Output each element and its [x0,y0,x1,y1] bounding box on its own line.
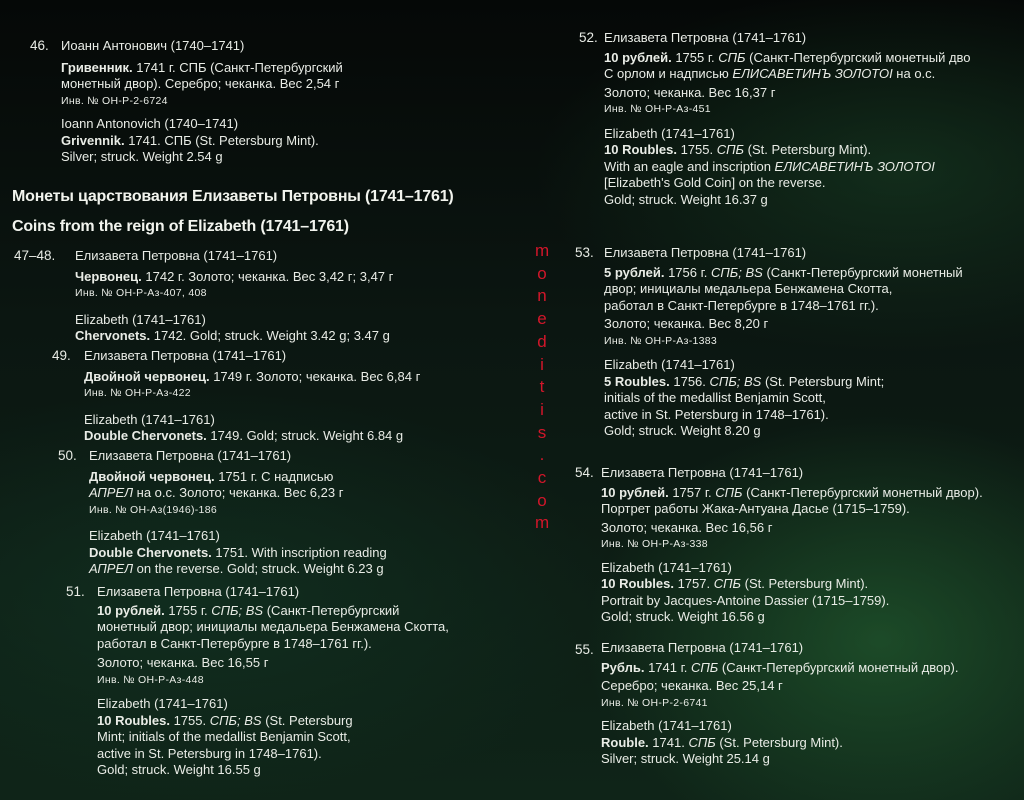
inventory-number: Инв. № ОН-Р-Аз-407, 408 [75,287,207,299]
coin-name-en: 10 Roubles. [97,712,170,728]
coin-desc-ru: двор; инициалы медальера Бенжамена Скотта, [604,281,893,296]
coin-desc-en: Gold; struck. Weight 16.37 g [604,191,768,207]
entry-number: 52. [579,30,598,45]
watermark-letter: s [537,422,547,442]
coin-desc-ru: Золото; чеканка. Вес 16,56 г [601,519,773,535]
coin-desc-en: Mint; initials of the medallist Benjamin Scott, [97,729,351,744]
catalog-entry-52 [604,30,971,208]
entry-number: 55. [575,642,594,657]
coin-desc-ru: монетный двор). Серебро; чеканка. Вес 2,54 г [61,76,340,91]
coin-name-en: 5 Roubles. [604,373,670,389]
coin-inscription-ru: АПРЕЛ [89,485,134,500]
ruler-en: Elizabeth (1741–1761) [89,528,220,543]
coin-inscription-ru: ЕЛИСАВЕТИНЪ ЗОЛОТОІ [732,66,893,81]
coin-desc-en: active in St. Petersburg in 1748–1761). [604,406,829,422]
inventory-number: Инв. № ОН-Р-2-6724 [61,94,168,107]
coin-inscription-en: АПРЕЛ [89,561,134,576]
coin-desc-ru: С орлом и надписью [604,66,733,81]
ruler-ru: Елизавета Петровна (1741–1761) [604,30,807,45]
watermark-letter: o [537,263,547,283]
ruler-ru: Елизавета Петровна (1741–1761) [601,640,804,655]
ruler-ru: Иоанн Антонович (1740–1741) [61,38,245,53]
coin-mark-en: СПБ [713,576,742,591]
ruler-en: Elizabeth (1741–1761) [604,125,735,141]
coin-desc-en: 1749. Gold; struck. Weight 6.84 g [210,428,404,443]
coin-mark-en: СПБ [716,142,745,157]
coin-name-en: 10 Roubles. [601,576,674,591]
entry-number: 51. [66,584,85,599]
watermark-letter: e [537,309,547,329]
ruler-en: Elizabeth (1741–1761) [604,357,735,372]
coin-desc-en: Silver; struck. Weight 2.54 g [61,149,223,164]
coin-desc-ru: Золото; чеканка. Вес 8,20 г [604,316,769,331]
coin-desc-en: With an eagle and inscription [604,158,775,174]
coin-name-en: 10 Roubles. [604,142,677,157]
catalog-entry-47-48 [75,248,393,345]
catalog-entry-51 [97,584,449,779]
coin-desc-ru: на о.с. Золото; чеканка. Вес 6,23 г [133,485,344,500]
coin-desc-en: [Elizabeth's Gold Coin] on the reverse. [604,175,826,190]
entry-number: 49. [52,348,71,363]
coin-desc-en: 1742. Gold; struck. Weight 3.42 g; 3.47 g [153,328,390,343]
watermark-letter: i [540,354,544,374]
inventory-number: Инв. № ОН-Р-Аз-422 [84,387,191,399]
section-title-ru: Монеты царствования Елизаветы Петровны (1741–1761) [12,188,454,205]
coin-desc-ru: 1757 г. [668,484,716,500]
coin-mark-ru: СПБ [691,659,719,675]
coin-desc-en: 1757. [673,576,714,591]
coin-name-en: Chervonets. [75,328,151,343]
coin-desc-ru: (Санкт-Петербургский монетный двор). [742,484,983,500]
coin-desc-en: 1751. With inscription reading [215,544,387,560]
coin-mark-en: СПБ; BS [709,373,762,389]
catalog-entry-50 [89,448,387,578]
coin-desc-ru: (Санкт-Петербургский монетный дво [745,49,971,65]
coin-desc-ru: монетный двор; инициалы медальера Бенжамена Скотта, [97,619,449,634]
coin-desc-en: (St. Petersburg Mint). [744,142,872,157]
coin-desc-en: 1755. [676,142,717,157]
ruler-en: Elizabeth (1741–1761) [84,411,215,427]
coin-desc-ru: (Санкт-Петербургский [263,602,400,618]
coin-desc-ru: Портрет работы Жака-Антуана Дасье (1715–1759). [601,501,910,516]
catalog-entry-49 [84,348,420,445]
coin-desc-en: 1756. [669,373,710,389]
coin-desc-ru: работал в Санкт-Петербурге в 1748–1761 гг.). [97,635,372,651]
watermark-letter: d [537,331,547,351]
coin-mark-en: СПБ [688,734,716,750]
coin-desc-ru: Серебро; чеканка. Вес 25,14 г [601,678,783,693]
coin-desc-ru: 1756 г. [664,264,711,280]
inventory-number: Инв. № ОН-Р-Аз-448 [97,673,204,686]
coin-desc-ru: на о.с. [892,66,936,81]
coin-name-en: Grivennik. [61,132,125,148]
coin-name-ru: 10 рублей. [604,49,672,65]
ruler-ru: Елизавета Петровна (1741–1761) [84,348,287,363]
catalog-entry-46 [61,38,343,166]
inventory-number: Инв. № ОН-Р-Аз-451 [604,103,711,115]
coin-desc-ru: работал в Санкт-Петербурге в 1748–1761 гг.). [604,297,879,313]
coin-desc-en: (St. Petersburg Mint). [741,576,869,591]
watermark-letter: . [539,445,545,465]
watermark-letter: t [539,377,545,397]
coin-desc-ru: 1749 г. Золото; чеканка. Вес 6,84 г [213,368,421,384]
watermark-letter: o [537,490,547,510]
coin-desc-ru: Золото; чеканка. Вес 16,55 г [97,655,269,670]
coin-name-ru: Двойной червонец. [89,468,215,484]
coin-desc-en: 1741. СПБ (St. Petersburg Mint). [128,132,319,148]
coin-mark-ru: СПБ [718,49,746,65]
coin-desc-ru: (Санкт-Петербургский монетный двор). [718,659,959,675]
entry-number: 53. [575,245,594,260]
coin-desc-ru: 1751 г. С надписью [218,468,334,484]
coin-desc-ru: 1742 г. Золото; чеканка. Вес 3,42 г; 3,47 г [145,268,394,284]
watermark-letter: m [535,241,550,260]
ruler-en: Ioann Antonovich (1740–1741) [61,116,239,131]
coin-mark-en: СПБ; BS [209,712,262,728]
coin-name-ru: 10 рублей. [97,602,165,618]
coin-name-ru: 10 рублей. [601,484,669,500]
coin-desc-en: Gold; struck. Weight 16.55 g [97,762,261,777]
entry-number: 54. [575,465,594,480]
ruler-en: Elizabeth (1741–1761) [75,311,206,327]
ruler-ru: Елизавета Петровна (1741–1761) [75,248,278,263]
ruler-ru: Елизавета Петровна (1741–1761) [97,584,300,599]
coin-name-en: Double Chervonets. [84,428,207,443]
coin-name-ru: Гривенник. [61,59,133,75]
entry-number: 50. [58,448,77,463]
watermark-letter: i [540,399,544,419]
coin-desc-ru: 1741 г. СПБ (Санкт-Петербургский [136,59,343,75]
inventory-number: Инв. № ОН-Р-2-6741 [601,696,708,709]
coin-mark-ru: СПБ [715,484,743,500]
coin-desc-en: active in St. Petersburg in 1748–1761). [97,745,322,761]
coin-name-ru: Червонец. [75,268,142,284]
coin-desc-ru: (Санкт-Петербургский монетный [762,264,963,280]
watermark-letter: m [535,513,550,533]
coin-desc-ru: 1755 г. [164,602,212,618]
coin-desc-en: (St. Petersburg Mint; [761,373,885,389]
coin-name-en: Double Chervonets. [89,544,212,560]
watermark-letter: c [537,468,547,488]
entry-number: 47–48. [14,248,56,263]
inventory-number: Инв. № ОН-Аз(1946)-186 [89,503,217,516]
coin-desc-en: Silver; struck. Weight 25.14 g [601,751,770,766]
coin-desc-en: Portrait by Jacques-Antoine Dassier (1715–1759). [601,592,890,608]
coin-desc-ru: 1741 г. [644,659,691,675]
catalog-entry-55 [601,640,958,768]
inventory-number: Инв. № ОН-Р-Аз-338 [601,538,708,550]
ruler-en: Elizabeth (1741–1761) [601,559,732,575]
coin-desc-en: (St. Petersburg Mint). [715,734,843,750]
inventory-number: Инв. № ОН-Р-Аз-1383 [604,334,718,347]
watermark-monedit [535,240,549,535]
coin-desc-ru: Золото; чеканка. Вес 16,37 г [604,84,776,100]
ruler-ru: Елизавета Петровна (1741–1761) [601,465,804,480]
coin-mark-ru: СПБ; BS [711,264,763,280]
catalog-entry-54 [601,465,983,626]
coin-desc-en: 1741. [648,734,689,750]
coin-desc-en: on the reverse. Gold; struck. Weight 6.23 g [133,561,384,576]
catalog-entry-53 [604,245,963,440]
ruler-ru: Елизавета Петровна (1741–1761) [604,245,807,260]
coin-name-ru: 5 рублей. [604,264,665,280]
ruler-ru: Елизавета Петровна (1741–1761) [89,448,292,463]
coin-desc-ru: 1755 г. [671,49,719,65]
coin-mark-ru: СПБ; BS [211,602,264,618]
coin-desc-en: Gold; struck. Weight 8.20 g [604,423,761,438]
coin-desc-en: 1755. [169,712,210,728]
coin-inscription-en: ЕЛИСАВЕТИНЪ ЗОЛОТОІ [774,158,935,174]
coin-desc-en: initials of the medallist Benjamin Scott, [604,390,826,405]
coin-desc-en: (St. Petersburg [261,712,353,728]
section-title-en: Coins from the reign of Elizabeth (1741–1761) [12,218,349,235]
coin-name-en: Rouble. [601,734,649,750]
entry-number: 46. [30,38,49,53]
coin-name-ru: Двойной червонец. [84,368,210,384]
watermark-letter: n [537,286,547,306]
ruler-en: Elizabeth (1741–1761) [601,718,732,733]
coin-desc-en: Gold; struck. Weight 16.56 g [601,609,765,624]
ruler-en: Elizabeth (1741–1761) [97,696,228,711]
coin-name-ru: Рубль. [601,659,645,675]
